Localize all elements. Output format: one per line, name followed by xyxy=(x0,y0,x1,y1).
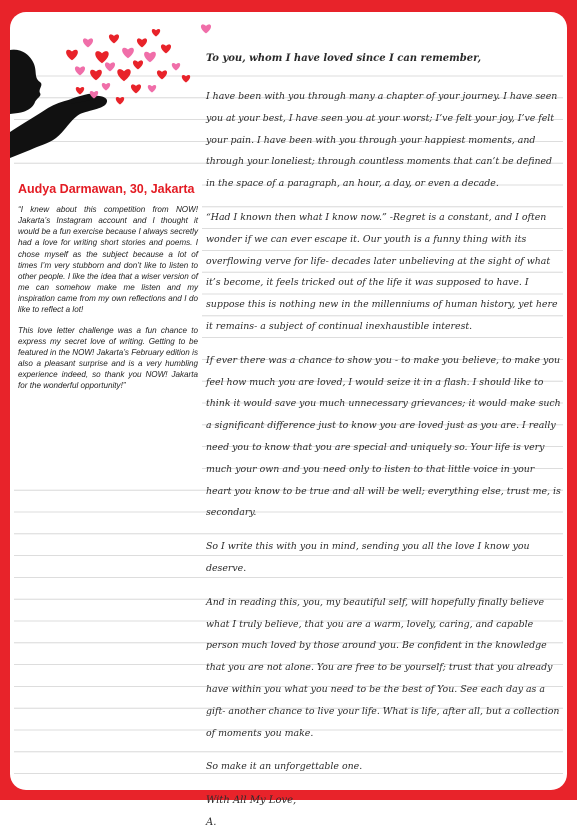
heart-icon xyxy=(161,44,171,53)
heart-icon xyxy=(201,24,211,33)
letter-signature: A. xyxy=(206,817,217,829)
heart-icon xyxy=(116,97,124,105)
heart-icon xyxy=(122,48,134,59)
letter-closing: With All My Love, xyxy=(206,795,297,807)
blowing-kiss-silhouette-icon xyxy=(10,50,107,158)
author-name: Audya Darmawan, 30, Jakarta xyxy=(18,182,195,196)
heart-icon xyxy=(102,83,110,91)
heart-icon xyxy=(152,29,160,37)
sidebar-profile xyxy=(18,182,198,392)
heart-icon xyxy=(76,87,84,95)
heart-icon xyxy=(117,69,130,81)
letter-paper xyxy=(10,12,567,829)
letter-paragraph-3: If ever there was a chance to show you - to make you believe, to make you feel how much you are loved, I would seize it in a flash. I should like to think it would save you much unnecessary grievances; it would make such a significant difference just to know you are loved just as you are. I really need you to know that you are special and uniquely so. Your life is very much your own and you need only to listen to that little voice in your heart you know to be true and all will be well; everything else, trust me, is secondary. xyxy=(206,354,561,519)
heart-icon xyxy=(90,70,102,81)
author-quote-2: This love letter challenge was a fun chance to express my secret love of writing. Getting to be featured in the NOW! Jakarta’s February edition is also a pleasant surprise and is a very humbling experience indeed, so thank you NOW! Jakarta for the wonderful opportunity!” xyxy=(18,325,198,391)
heart-icon xyxy=(75,66,85,75)
letter-salutation: To you, whom I have loved since I can remember, xyxy=(206,53,482,64)
heart-icon xyxy=(131,84,141,93)
letter-paragraph-2: “Had I known then what I know now.” -Regret is a constant, and I often wonder if we can ever escape it. Our youth is a funny thing with its overflowing verve for life- decades later unbelieving at the sight of what it’s become, it feels tricked out of the life it was supposed to have. I suppose this is nothing new in the millenniums of human history, yet here it remains- a subject of continual inexhaustible interest. xyxy=(206,211,558,332)
heart-icon xyxy=(157,70,167,79)
heart-icon xyxy=(66,50,78,61)
letter-paragraph-6: So make it an unforgettable one. xyxy=(206,761,363,773)
letter-paragraph-5: And in reading this, you, my beautiful self, will hopefully finally believe what I truly believe, that you are a warm, lovely, caring, and capable person much loved by those around you. Be confident in the knowledge that you are not alone. You are free to be yourself; trust that you already have within you what you need to be the best of You. See each day as a gift- another chance to live your life. What is life, after all, but a collection of moments you make. xyxy=(206,596,560,739)
heart-icon xyxy=(109,34,119,43)
heart-icon xyxy=(148,85,156,93)
letter-paragraph-1: I have been with you through many a chapter of your journey. I have seen you at your best, I have seen you at your worst; I’ve felt your joy, I’ve felt your pain. I have been with you through your happiest moments, and through your loneliest; through countless moments that can’t be defined in the space of a paragraph, an hour, a day, or even a decade. xyxy=(206,91,558,190)
floating-hearts xyxy=(66,24,211,104)
letter-body xyxy=(206,52,562,834)
heart-icon xyxy=(182,75,190,83)
heart-icon xyxy=(95,51,108,63)
letter-paragraph-4: So I write this with you in mind, sending you all the love I know you deserve. xyxy=(206,541,530,574)
heart-icon xyxy=(144,52,156,63)
author-quote-1: “I knew about this competition from NOW! Jakarta’s Instagram account and I thought it would be a fun exercise because I always secretly had a love for writing short stories and poems. I chose myself as the subject because a lot of times I’m very stubborn and don’t like to listen to other people. I like the idea that a wiser version of me can somehow make me listen and my inspiration came from my own reflections and I do like to reflect a lot! xyxy=(18,205,198,315)
heart-icon xyxy=(137,38,147,47)
heart-icon xyxy=(105,62,115,71)
heart-icon xyxy=(83,38,93,47)
blowing-kiss-illustration xyxy=(10,12,220,172)
heart-icon xyxy=(172,63,180,71)
heart-icon xyxy=(133,60,143,69)
